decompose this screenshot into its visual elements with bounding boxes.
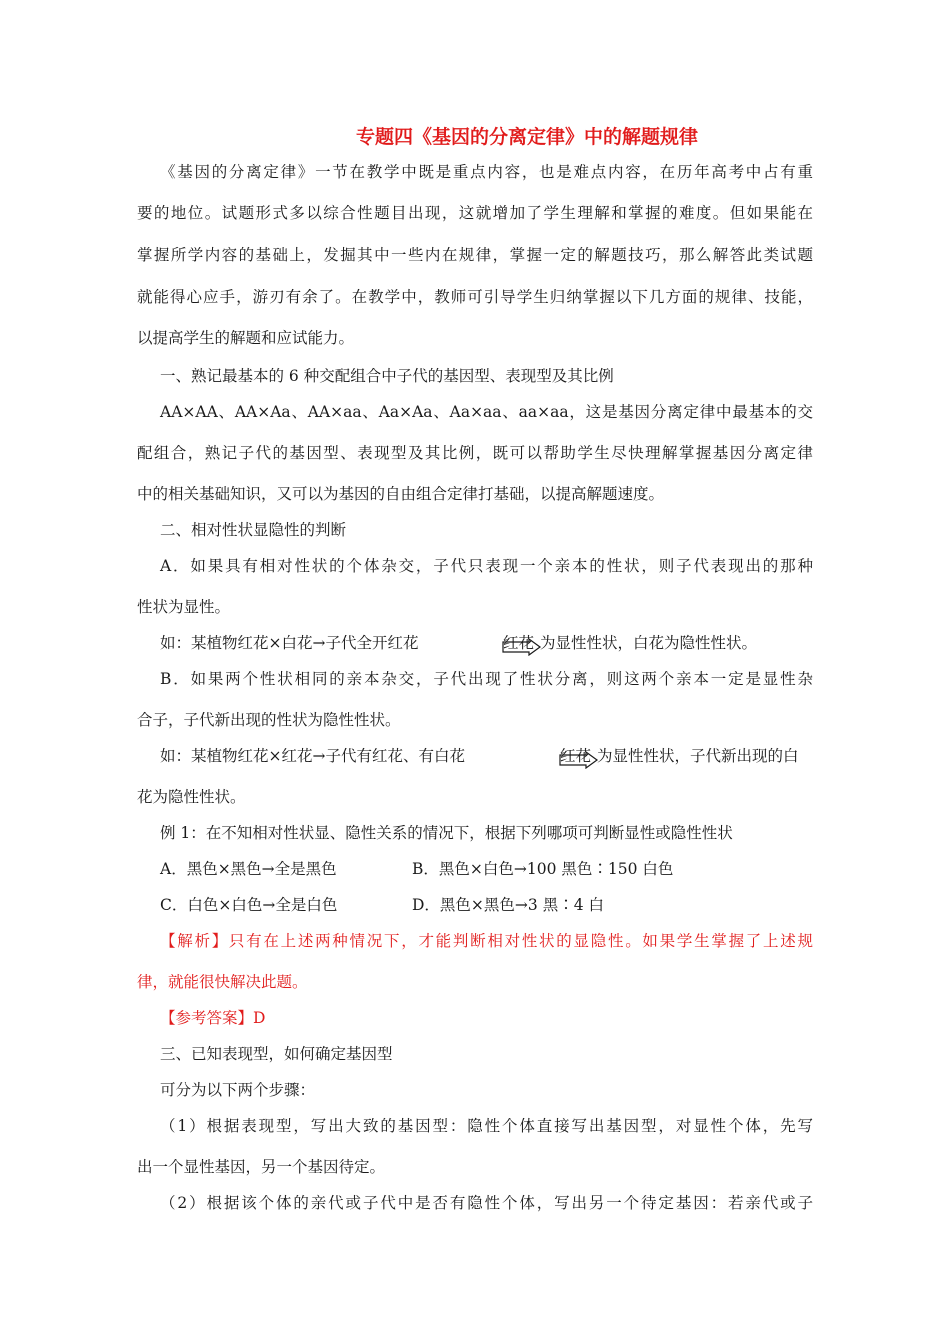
intro-line-2: 要的地位。试题形式多以综合性题目出现，这就增加了学生理解和掌握的难度。但如果能在 (137, 204, 813, 222)
analysis-line-1: 【解析】只有在上述两种情况下，才能判断相对性状的显隐性。如果学生掌握了上述规 (160, 932, 813, 950)
example-b-suffix-1: 为显性性状，子代新出现的白 (597, 747, 799, 765)
example-b-prefix: 如：某植物红花×红花→子代有红花、有白花 (160, 747, 465, 765)
right-arrow-icon (502, 638, 542, 656)
example1-option-d: D．黑色×黑色→3 黑∶4 白 (412, 896, 604, 914)
step2-line-1: （2）根据该个体的亲代或子代中是否有隐性个体，写出另一个待定基因：若亲代或子 (160, 1194, 813, 1212)
example1-option-c: C．白色×白色→全是白色 (160, 896, 338, 914)
example-b-arrow-label: 红花 (560, 747, 592, 765)
step1-line-1: （1）根据表现型，写出大致的基因型：隐性个体直接写出基因型，对显性个体，先写 (160, 1117, 813, 1135)
example-a-prefix: 如：某植物红花×白花→子代全开红花 (160, 634, 419, 652)
intro-line-3: 掌握所学内容的基础上，发掘其中一些内在规律，掌握一定的解题技巧，那么解答此类试题 (137, 246, 813, 264)
rule-b-line-2: 合子，子代新出现的性状为隐性性状。 (137, 711, 401, 729)
example1-option-b: B．黑色×白色→100 黑色∶150 白色 (412, 860, 674, 878)
rule-a-line-2: 性状为显性。 (137, 598, 231, 616)
section2-heading: 二、相对性状显隐性的判断 (160, 521, 347, 539)
analysis-line-2: 律，就能很快解决此题。 (137, 973, 308, 991)
document-title: 专题四《基因的分离定律》中的解题规律 (356, 126, 699, 148)
right-arrow-icon (559, 751, 599, 769)
rule-b-line-1: B．如果两个性状相同的亲本杂交，子代出现了性状分离，则这两个亲本一定是显性杂 (160, 670, 813, 688)
example-a-suffix: 为显性性状，白花为隐性性状。 (540, 634, 758, 652)
section3-intro: 可分为以下两个步骤： (160, 1081, 316, 1099)
example1-option-a: A．黑色×黑色→全是黑色 (160, 860, 337, 878)
intro-line-4: 就能得心应手，游刃有余了。在教学中，教师可引导学生归纳掌握以下几方面的规律、技能， (137, 288, 813, 306)
example1-question: 例 1：在不知相对性状显、隐性关系的情况下，根据下列哪项可判断显性或隐性性状 (160, 824, 733, 842)
answer-line: 【参考答案】D (160, 1009, 266, 1027)
intro-line-1: 《基因的分离定律》一节在教学中既是重点内容，也是难点内容，在历年高考中占有重 (160, 163, 813, 181)
section1-line-2: 配组合，熟记子代的基因型、表现型及其比例，既可以帮助学生尽快理解掌握基因分离定律 (137, 444, 813, 462)
step1-line-2: 出一个显性基因，另一个基因待定。 (137, 1158, 386, 1176)
section1-line-3: 中的相关基础知识，又可以为基因的自由组合定律打基础，以提高解题速度。 (137, 485, 665, 503)
section1-line-1: AA×AA、AA×Aa、AA×aa、Aa×Aa、Aa×aa、aa×aa，这是基因分离定律中最基本的交 (160, 403, 813, 421)
example-b-suffix-2: 花为隐性性状。 (137, 788, 246, 806)
section1-heading: 一、熟记最基本的 6 种交配组合中子代的基因型、表现型及其比例 (160, 367, 614, 385)
rule-a-line-1: A．如果具有相对性状的个体杂交，子代只表现一个亲本的性状，则子代表现出的那种 (160, 557, 813, 575)
section3-heading: 三、已知表现型，如何确定基因型 (160, 1045, 393, 1063)
intro-line-5: 以提高学生的解题和应试能力。 (137, 329, 355, 347)
example-a-arrow-label: 红花 (503, 634, 535, 652)
